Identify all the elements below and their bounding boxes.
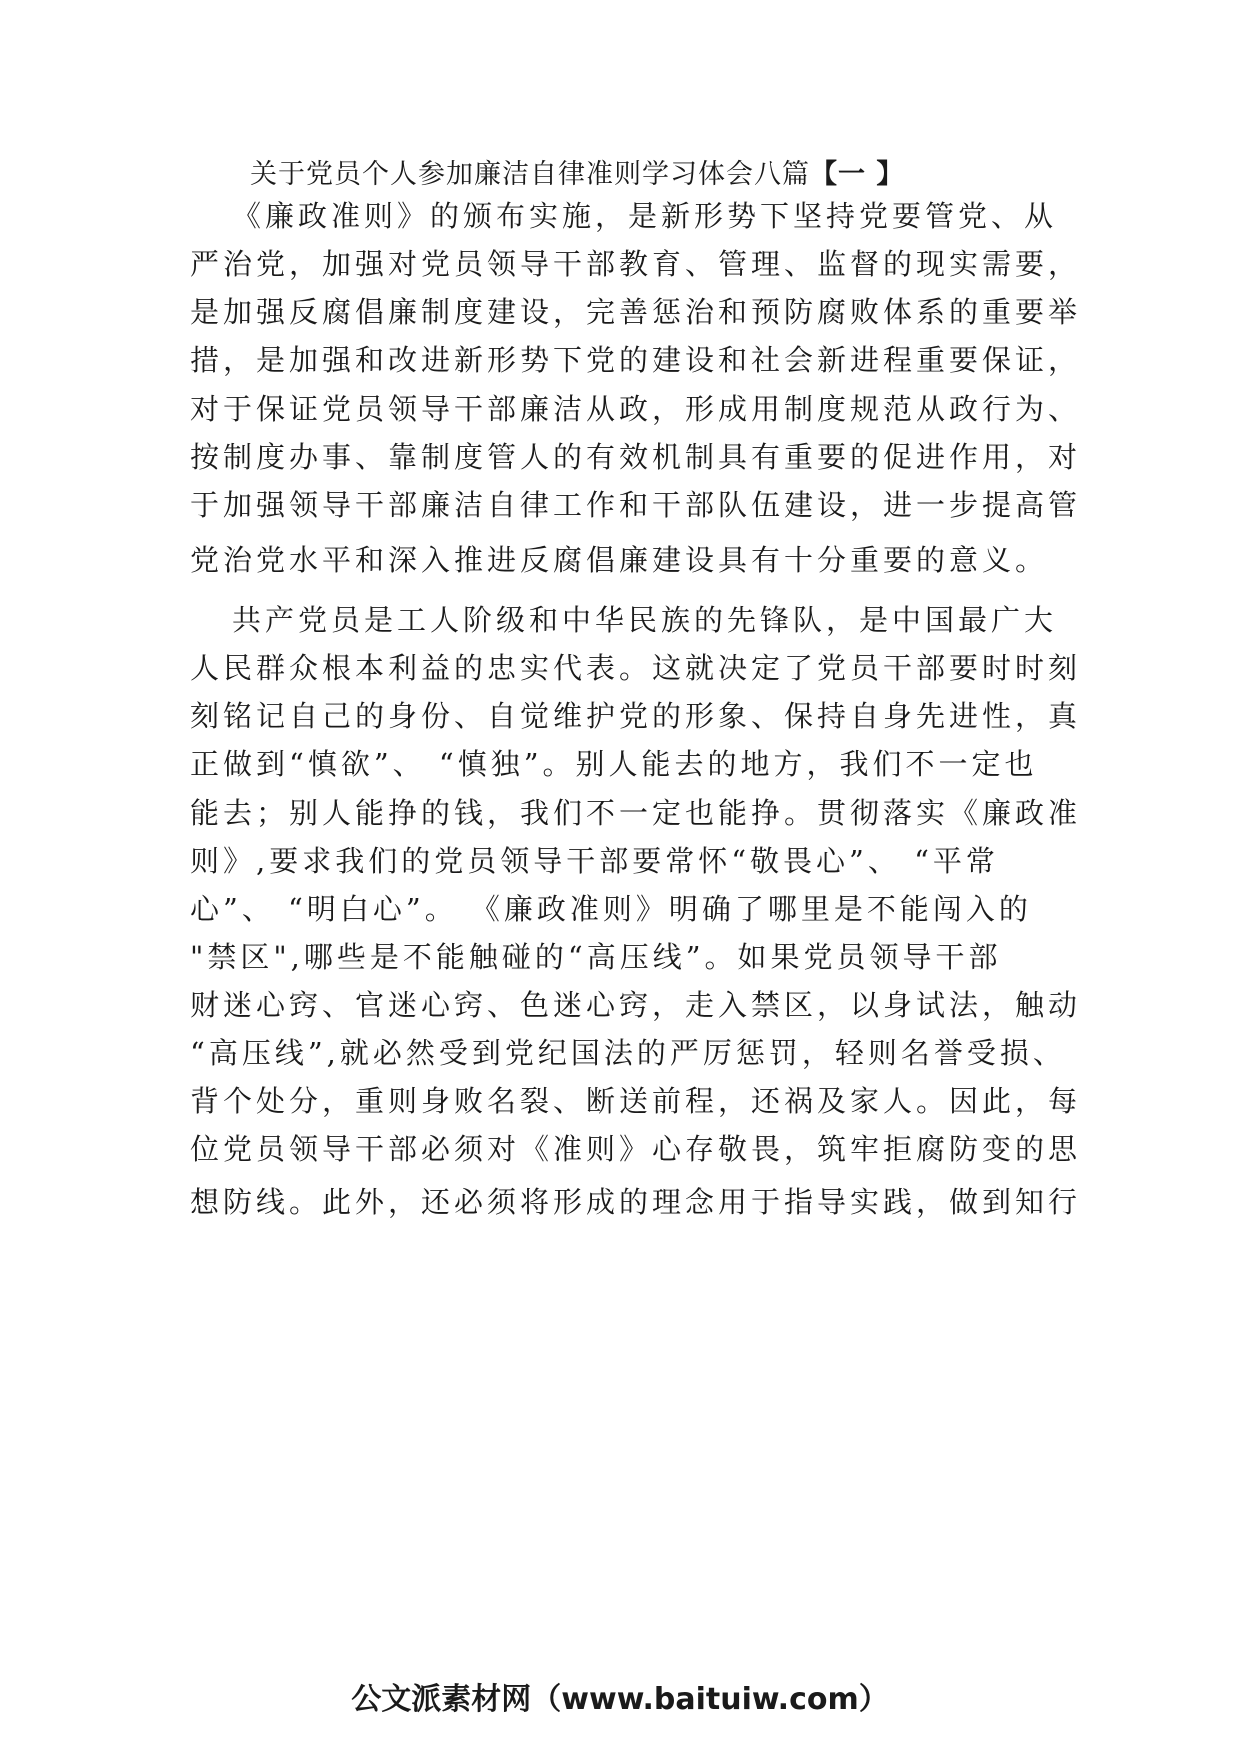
paragraph-line: 于加强领导干部廉洁自律工作和干部队伍建设，进一步提高管: [190, 488, 1082, 522]
paragraph-line: 正做到“慎欲”、 “慎独”。别人能去的地方，我们不一定也: [190, 747, 1038, 781]
paragraph-line: 能去；别人能挣的钱，我们不一定也能挣。贯彻落实《廉政准: [190, 796, 1082, 830]
paragraph-line: 按制度办事、靠制度管人的有效机制具有重要的促进作用，对: [190, 440, 1082, 474]
title-text: 关于党员个人参加廉洁自律准则学习体会八篇: [250, 159, 810, 190]
paragraph-line: "禁区",哪些是不能触碰的“高压线”。如果党员领导干部: [190, 940, 1002, 974]
paragraph-line: 则》,要求我们的党员领导干部要常怀“敬畏心”、 “平常: [190, 844, 999, 878]
paragraph-line: 刻铭记自己的身份、自觉维护党的形象、保持自身先进性，真: [190, 699, 1082, 733]
paragraph-line: 人民群众根本利益的忠实代表。这就决定了党员干部要时时刻: [190, 651, 1082, 685]
paragraph-line: 心”、 “明白心”。 《廉政准则》明确了哪里是不能闯入的: [190, 892, 1032, 926]
paragraph-line: 位党员领导干部必须对《准则》心存敬畏，筑牢拒腐防变的思: [190, 1132, 1082, 1166]
paragraph-line: 背个处分，重则身败名裂、断送前程，还祸及家人。因此，每: [190, 1084, 1082, 1118]
paragraph-line: 想防线。此外，还必须将形成的理念用于指导实践，做到知行: [190, 1185, 1082, 1219]
paragraph-line: 党治党水平和深入推进反腐倡廉建设具有十分重要的意义。: [190, 543, 1049, 577]
paragraph-line: “高压线”,就必然受到党纪国法的严厉惩罚，轻则名誉受损、: [190, 1036, 1066, 1070]
paragraph-line: 共产党员是工人阶级和中华民族的先锋队，是中国最广大: [232, 603, 1058, 637]
footer-watermark: 公文派素材网（www.baituiw.com）: [351, 1682, 889, 1717]
paragraph-line: 财迷心窍、官迷心窍、色迷心窍，走入禁区，以身试法，触动: [190, 988, 1082, 1022]
paragraph-line: 是加强反腐倡廉制度建设，完善惩治和预防腐败体系的重要举: [190, 295, 1082, 329]
paragraph-line: 对于保证党员领导干部廉洁从政，形成用制度规范从政行为、: [190, 392, 1082, 426]
document-title: [250, 155, 904, 195]
title-tag: 【一 】: [810, 159, 905, 190]
paragraph-line: 严治党，加强对党员领导干部教育、管理、监督的现实需要，: [190, 247, 1082, 281]
paragraph-line: 措，是加强和改进新形势下党的建设和社会新进程重要保证，: [190, 343, 1082, 377]
paragraph-line: 《廉政准则》的颁布实施，是新形势下坚持党要管党、从: [232, 199, 1058, 233]
